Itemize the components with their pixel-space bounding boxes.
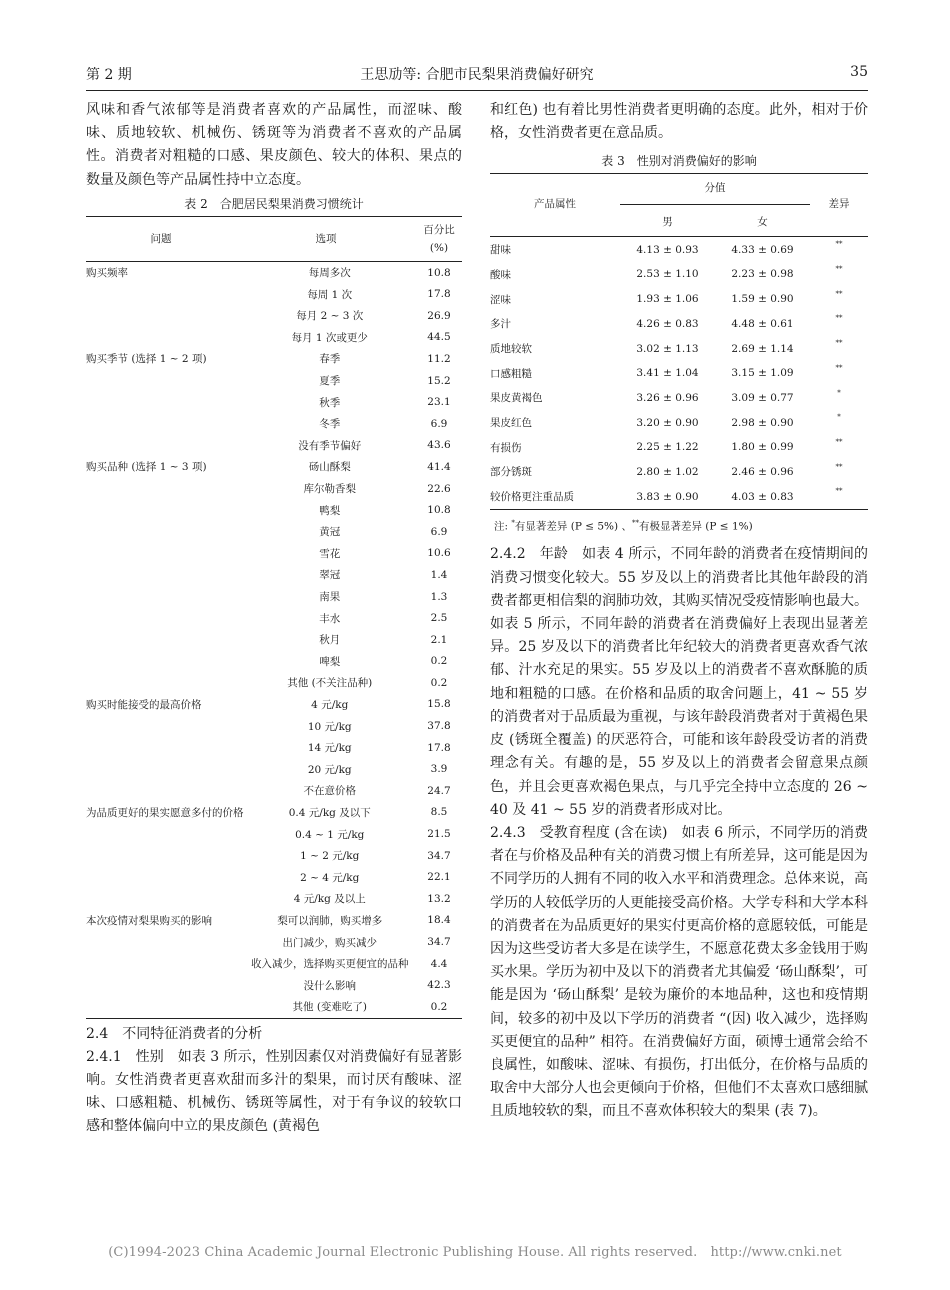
table2-cell-question: 为品质更好的果实愿意多付的价格 bbox=[86, 806, 244, 819]
table2-cell-percent: 13.2 bbox=[427, 892, 451, 905]
table3-cell-attribute: 甜味 bbox=[490, 244, 511, 257]
table3-cell-male: 4.26 ± 0.83 bbox=[636, 317, 699, 330]
table2-row bbox=[86, 931, 462, 953]
table3-note-text2: 有极显著差异 (P ≤ 1%) bbox=[638, 520, 753, 533]
table2-row bbox=[86, 499, 462, 521]
table2-cell-percent: 15.8 bbox=[427, 698, 451, 711]
table2-row bbox=[86, 305, 462, 327]
table2-cell-percent: 0.2 bbox=[430, 1000, 448, 1013]
table2-cell-percent: 43.6 bbox=[427, 439, 451, 452]
table2-row bbox=[86, 629, 462, 651]
table3-cell-female: 1.59 ± 0.90 bbox=[731, 293, 794, 306]
table2-cell-option: 鸭梨 bbox=[319, 504, 341, 517]
table2-cell-option: 出门减少，购买减少 bbox=[282, 936, 377, 949]
table2-cell-option: 收入减少，选择购买更便宜的品种 bbox=[251, 958, 409, 971]
table3-caption: 表 3 性别对消费偏好的影响 bbox=[601, 154, 757, 169]
table2-cell-option: 4 元/kg bbox=[311, 698, 349, 711]
table3-header-attribute: 产品属性 bbox=[534, 198, 576, 211]
table3-cell-male: 4.13 ± 0.93 bbox=[636, 243, 699, 256]
table3-cell-difference: ** bbox=[835, 363, 843, 372]
table2-cell-percent: 4.4 bbox=[430, 957, 448, 970]
section-2-4-3-paragraph bbox=[490, 822, 868, 1124]
table2-row bbox=[86, 327, 462, 349]
table2-cell-percent: 1.4 bbox=[430, 568, 448, 581]
table3-cell-male: 2.80 ± 1.02 bbox=[636, 465, 699, 478]
table2-cell-option: 黄冠 bbox=[319, 526, 341, 539]
table2-cell-question bbox=[86, 737, 244, 759]
table3-row bbox=[490, 410, 868, 435]
table2-cell-percent: 24.7 bbox=[427, 784, 451, 797]
table2-cell-option: 其他 (变难吃了) bbox=[292, 1001, 368, 1014]
table3-bottom-rule bbox=[490, 509, 868, 510]
table2-cell-question bbox=[86, 478, 244, 500]
table3-cell-female: 2.23 ± 0.98 bbox=[731, 268, 794, 281]
section-2-4-heading: 2.4 不同特征消费者的分析 bbox=[86, 1025, 263, 1042]
table3-row bbox=[490, 336, 868, 361]
table2-header bbox=[86, 217, 462, 261]
table3-cell-difference: ** bbox=[835, 339, 843, 348]
table3-cell-difference: ** bbox=[835, 487, 843, 496]
table3-cell-difference: ** bbox=[835, 314, 843, 323]
table2-row bbox=[86, 974, 462, 996]
table3-cell-attribute: 酸味 bbox=[490, 268, 511, 281]
table2-cell-question: 购买时能接受的最高价格 bbox=[86, 698, 202, 711]
table2-header-option: 选项 bbox=[315, 233, 337, 246]
table2-cell-percent: 0.2 bbox=[430, 655, 448, 668]
table3-row bbox=[490, 361, 868, 386]
table2-row bbox=[86, 845, 462, 867]
table2-cell-percent: 3.9 bbox=[430, 763, 448, 776]
table3-note-mark1: * bbox=[511, 518, 515, 527]
section-2-4-2-heading: 2.4.2 年龄 bbox=[490, 546, 569, 563]
table2-cell-question bbox=[86, 413, 244, 435]
table2-cell-option: 雪花 bbox=[319, 547, 341, 560]
table2-cell-question bbox=[86, 564, 244, 586]
table2-cell-percent: 34.7 bbox=[427, 936, 451, 949]
table2-cell-question bbox=[86, 823, 244, 845]
section-2-4-3-text: 如表 6 所示，不同学历的消费者在与价格及品种有关的消费习惯上有所差异，这可能是因为不同学历的人拥有不同的收入水平和消费理念。总体来说，高学历的人较低学历的人更能接受高价格。大学专科和大学本科的消费者在为品质更好的果实付更高价格的意愿较低，可能是因为这些受访者大多是在读学生，不愿意花费太多金钱用于购买水果。学历为初中及以下的消费者尤其偏爱 ‘砀山酥梨’，可能是因为 ‘砀山酥梨’ 是较为廉价的本地品种，这也和疫情期间，较多的初中及以下学历的消费者 “(因) 收入减少，选择购买更便宜的品种” 相符。在消费偏好方面，硕博士通常会给不良属性，如酸味、涩味、有损伤，打出低分，在价格与品质的取舍中大部分人也会更倾向于价格，但他们不太喜欢口感细腻且质地较软的梨，而且不喜欢体积较大的梨果 (表 7)。 bbox=[490, 824, 869, 1120]
table2-cell-question: 本次疫情对梨果购买的影响 bbox=[86, 914, 212, 927]
table2-cell-option: 20 元/kg bbox=[307, 763, 352, 776]
table2-cell-percent: 34.7 bbox=[427, 849, 451, 862]
table3-cell-attribute: 质地较软 bbox=[490, 343, 532, 355]
table3-cell-female: 1.80 ± 0.99 bbox=[731, 441, 794, 454]
table2-cell-percent: 17.8 bbox=[427, 288, 451, 301]
table3-row bbox=[490, 311, 868, 336]
table2-cell-option: 春季 bbox=[319, 353, 341, 366]
table2-cell-question bbox=[86, 996, 244, 1018]
table2-cell-question bbox=[86, 672, 244, 694]
table2-row bbox=[86, 413, 462, 435]
table2-cell-percent: 41.4 bbox=[427, 460, 451, 473]
table3-cell-difference: * bbox=[837, 413, 841, 422]
table3-cell-difference: ** bbox=[835, 289, 843, 298]
table2-row bbox=[86, 758, 462, 780]
table2-cell-option: 每月 2 ~ 3 次 bbox=[296, 310, 364, 323]
table2-cell-question bbox=[86, 370, 244, 392]
table2-row bbox=[86, 910, 462, 932]
table3-cell-female: 4.33 ± 0.69 bbox=[731, 243, 794, 256]
table3-header bbox=[490, 174, 868, 236]
table2-row bbox=[86, 953, 462, 975]
table2-cell-option: 冬季 bbox=[319, 418, 341, 431]
table2-row bbox=[86, 586, 462, 608]
table3-cell-female: 2.69 ± 1.14 bbox=[731, 342, 794, 355]
table2-row bbox=[86, 283, 462, 305]
table2-row bbox=[86, 866, 462, 888]
table2-row bbox=[86, 780, 462, 802]
table2-cell-question bbox=[86, 435, 244, 457]
section-2-4-3-heading: 2.4.3 受教育程度 (含在读) bbox=[490, 824, 668, 841]
table3-cell-difference: * bbox=[837, 388, 841, 397]
table2-cell-option: 秋季 bbox=[319, 396, 341, 409]
table2-cell-percent: 10.6 bbox=[427, 547, 451, 560]
table3-row bbox=[490, 435, 868, 460]
table2-cell-question bbox=[86, 629, 244, 651]
table3-cell-male: 3.26 ± 0.96 bbox=[636, 391, 699, 404]
table3-cell-male: 3.41 ± 1.04 bbox=[636, 367, 699, 380]
table2-cell-option: 梨可以润肺，购买增多 bbox=[277, 914, 383, 927]
left-column bbox=[86, 99, 462, 1139]
table2-header-question: 问题 bbox=[150, 233, 172, 246]
table3-row bbox=[490, 237, 868, 262]
page-number: 35 bbox=[850, 64, 868, 80]
table2-row bbox=[86, 607, 462, 629]
table2-cell-option: 没什么影响 bbox=[303, 979, 356, 992]
table2-cell-option: 0.4 元/kg 及以下 bbox=[288, 806, 371, 819]
table3-row bbox=[490, 460, 868, 485]
table2-header-percent bbox=[416, 221, 462, 257]
issue-number: 第 2 期 bbox=[86, 67, 132, 83]
table3-cell-female: 4.48 ± 0.61 bbox=[731, 317, 794, 330]
table2-cell-option: 砀山酥梨 bbox=[308, 461, 351, 474]
table2-row bbox=[86, 543, 462, 565]
table3-cell-female: 4.03 ± 0.83 bbox=[731, 490, 794, 503]
table2-cell-percent: 6.9 bbox=[430, 417, 448, 430]
table2-cell-percent: 21.5 bbox=[427, 828, 451, 841]
table3-cell-attribute: 果皮红色 bbox=[490, 417, 532, 430]
table2-caption: 表 2 合肥居民梨果消费习惯统计 bbox=[184, 196, 364, 211]
table3 bbox=[490, 237, 868, 509]
table2-cell-option: 丰水 bbox=[319, 612, 341, 625]
table3-cell-difference: ** bbox=[835, 265, 843, 274]
table2-cell-percent: 6.9 bbox=[430, 525, 448, 538]
table2-cell-question: 购买品种 (选择 1 ~ 3 项) bbox=[86, 461, 207, 474]
table3-cell-male: 3.83 ± 0.90 bbox=[636, 490, 699, 503]
table2-cell-question bbox=[86, 521, 244, 543]
table2-row bbox=[86, 370, 462, 392]
table3-row bbox=[490, 287, 868, 312]
header-rule bbox=[86, 90, 868, 91]
table2-row bbox=[86, 348, 462, 370]
table3-body bbox=[490, 237, 868, 509]
table2-header-percent-line2: (%) bbox=[429, 241, 449, 254]
table3-header-difference: 差异 bbox=[828, 198, 850, 211]
table2-cell-option: 14 元/kg bbox=[307, 742, 352, 755]
table2-cell-percent: 2.1 bbox=[430, 633, 448, 646]
table2-cell-option: 夏季 bbox=[319, 375, 341, 388]
table2-cell-option: 4 元/kg 及以上 bbox=[293, 893, 366, 906]
table2-cell-option: 啤梨 bbox=[319, 655, 341, 668]
table2-cell-option: 没有季节偏好 bbox=[298, 439, 362, 452]
table2-cell-question bbox=[86, 866, 244, 888]
table2-cell-option: 每月 1 次或更少 bbox=[291, 331, 368, 344]
table2-cell-question bbox=[86, 715, 244, 737]
table2-cell-option: 2 ~ 4 元/kg bbox=[300, 871, 360, 884]
table2-cell-question bbox=[86, 327, 244, 349]
table2-cell-option: 每周多次 bbox=[308, 267, 351, 280]
right-column bbox=[490, 99, 868, 1124]
table3-cell-attribute: 涩味 bbox=[490, 293, 511, 306]
table2-cell-percent: 10.8 bbox=[427, 504, 451, 517]
table2-body bbox=[86, 262, 462, 1018]
table2-row bbox=[86, 478, 462, 500]
table3-cell-difference: ** bbox=[835, 240, 843, 249]
table3-header-female: 女 bbox=[757, 216, 768, 229]
table2-cell-question bbox=[86, 283, 244, 305]
table2-cell-percent: 23.1 bbox=[427, 396, 451, 409]
table2-row bbox=[86, 521, 462, 543]
table2-row bbox=[86, 435, 462, 457]
table3-cell-attribute: 多汁 bbox=[490, 318, 511, 331]
table2-cell-question bbox=[86, 845, 244, 867]
table3-header-male: 男 bbox=[662, 216, 673, 229]
table2-cell-percent: 22.6 bbox=[427, 482, 451, 495]
table3-note-prefix: 注: bbox=[494, 520, 509, 533]
page-header bbox=[86, 64, 868, 86]
table2-row bbox=[86, 996, 462, 1018]
table2-cell-percent: 8.5 bbox=[430, 806, 448, 819]
table2-cell-question bbox=[86, 758, 244, 780]
table2-cell-percent: 18.4 bbox=[427, 914, 451, 927]
table3-note-text1: 有显著差异 (P ≤ 5%) 、 bbox=[514, 520, 632, 533]
table2-cell-percent: 0.2 bbox=[430, 676, 448, 689]
table2-cell-option: 库尔勒香梨 bbox=[303, 483, 356, 496]
table3-cell-male: 2.53 ± 1.10 bbox=[636, 268, 699, 281]
table2-cell-percent: 37.8 bbox=[427, 720, 451, 733]
left-intro-paragraph: 风味和香气浓郁等是消费者喜欢的产品属性，而涩味、酸味、质地较软、机械伤、锈斑等为消费者不喜欢的产品属性。消费者对粗糙的口感、果皮颜色、较大的体积、果点的数量及颜色等产品属性持中立态度。 bbox=[86, 102, 462, 188]
table3-cell-attribute: 有损伤 bbox=[490, 441, 522, 454]
table2-row bbox=[86, 737, 462, 759]
table2-cell-percent: 2.5 bbox=[430, 612, 448, 625]
table2-cell-option: 10 元/kg bbox=[307, 720, 352, 733]
table3-cell-attribute: 部分锈斑 bbox=[490, 466, 532, 479]
table2-cell-percent: 44.5 bbox=[427, 331, 451, 344]
table2-cell-question bbox=[86, 888, 244, 910]
table2-cell-question bbox=[86, 391, 244, 413]
table3-cell-difference: ** bbox=[835, 437, 843, 446]
table2-cell-option: 1 ~ 2 元/kg bbox=[300, 850, 360, 863]
table3-note bbox=[490, 512, 868, 538]
table2-row bbox=[86, 651, 462, 673]
table2-cell-percent: 1.3 bbox=[430, 590, 448, 603]
table3-header-score: 分值 bbox=[704, 182, 726, 195]
table3-cell-female: 2.98 ± 0.90 bbox=[731, 416, 794, 429]
table2-cell-question bbox=[86, 651, 244, 673]
right-intro-paragraph: 和红色) 也有着比男性消费者更明确的态度。此外，相对于价格，女性消费者更在意品质。 bbox=[490, 102, 868, 142]
table2-row bbox=[86, 564, 462, 586]
table3-score-subrule bbox=[620, 204, 810, 205]
table2-cell-question bbox=[86, 607, 244, 629]
table2-cell-option: 秋月 bbox=[319, 634, 341, 647]
table2-cell-question bbox=[86, 586, 244, 608]
table2-cell-percent: 11.2 bbox=[427, 352, 451, 365]
table2-cell-question bbox=[86, 305, 244, 327]
table2-row bbox=[86, 391, 462, 413]
table3-cell-male: 2.25 ± 1.22 bbox=[636, 441, 699, 454]
table2-header-percent-line1: 百分比 bbox=[423, 223, 455, 236]
table3-cell-male: 3.02 ± 1.13 bbox=[636, 342, 699, 355]
table3-cell-female: 3.15 ± 1.09 bbox=[731, 367, 794, 380]
table2-cell-percent: 15.2 bbox=[427, 374, 451, 387]
section-2-4-1-paragraph bbox=[86, 1046, 462, 1139]
table2-row bbox=[86, 802, 462, 824]
table2-row bbox=[86, 888, 462, 910]
table2 bbox=[86, 262, 462, 1018]
table2-cell-percent: 17.8 bbox=[427, 741, 451, 754]
table2-cell-percent: 10.8 bbox=[427, 266, 451, 279]
table2-cell-option: 其他 (不关注品种) bbox=[287, 677, 373, 690]
table2-cell-option: 0.4 ~ 1 元/kg bbox=[295, 828, 365, 841]
table2-row bbox=[86, 694, 462, 716]
table3-row bbox=[490, 484, 868, 509]
table2-cell-question bbox=[86, 953, 244, 975]
table2-row bbox=[86, 715, 462, 737]
table2-cell-option: 南果 bbox=[319, 591, 341, 604]
table3-cell-difference: ** bbox=[835, 462, 843, 471]
table2-row bbox=[86, 456, 462, 478]
table2-cell-option: 每周 1 次 bbox=[307, 288, 353, 301]
table2-cell-percent: 26.9 bbox=[427, 309, 451, 322]
table3-cell-male: 3.20 ± 0.90 bbox=[636, 416, 699, 429]
table3-cell-attribute: 果皮黄褐色 bbox=[490, 392, 543, 405]
table3-cell-attribute: 较价格更注重品质 bbox=[490, 491, 574, 504]
copyright-footer: (C)1994-2023 China Academic Journal Electronic Publishing House. All rights reserved. http://www.cnki.net bbox=[108, 1245, 842, 1260]
table3-cell-female: 2.46 ± 0.96 bbox=[731, 465, 794, 478]
table2-cell-percent: 42.3 bbox=[427, 979, 451, 992]
running-title: 王思劢等: 合肥市民梨果消费偏好研究 bbox=[360, 67, 594, 83]
section-2-4-2-text: 如表 4 所示，不同年龄的消费者在疫情期间的消费习惯变化较大。55 岁及以上的消费者比其他年龄段的消费者都更相信梨的润肺功效，其购买情况受疫情影响也最大。如表 5 所示，不同年龄的消费者在消费偏好上表现出显著差异。25 岁及以下的消费者比年纪较大的消费者更喜欢香气浓郁、汁水充足的果实。55 岁及以上的消费者不喜欢酥脆的质地和粗糙的口感。在价格和品质的取舍问题上，41 ~ 55 岁的消费者对于品质最为重视，与该年龄段消费者对于黄褐色果皮 (锈斑全覆盖) 的厌恶符合，可能和该年龄段受访者的消费理念有关。有趣的是，55 岁及以上的消费者会留意果点颜色，并且会更喜欢褐色果点，与几乎完全持中立态度的 26 ~ 40 及 41 ~ 55 岁的消费者形成对比。 bbox=[490, 546, 869, 818]
table2-cell-percent: 22.1 bbox=[427, 871, 451, 884]
table3-cell-male: 1.93 ± 1.06 bbox=[636, 293, 699, 306]
table2-row bbox=[86, 672, 462, 694]
section-2-4-2-paragraph bbox=[490, 543, 868, 821]
table2-cell-question: 购买频率 bbox=[86, 267, 128, 280]
section-2-4-1-text: 如表 3 所示，性别因素仅对消费偏好有显著影响。女性消费者更喜欢甜而多汁的梨果，而讨厌有酸味、涩味、口感粗糙、机械伤、锈斑等属性，对于有争议的较软口感和整体偏向中立的果皮颜色 (黄褐色 bbox=[86, 1048, 463, 1135]
table2-row bbox=[86, 262, 462, 284]
table3-cell-female: 3.09 ± 0.77 bbox=[731, 391, 794, 404]
table2-cell-question bbox=[86, 931, 244, 953]
table2-cell-question bbox=[86, 543, 244, 565]
table2-cell-question bbox=[86, 780, 244, 802]
table3-note-mark2: ** bbox=[631, 518, 639, 527]
section-2-4-1-heading: 2.4.1 性别 bbox=[86, 1048, 164, 1065]
table3-row bbox=[490, 262, 868, 287]
table2-cell-question bbox=[86, 499, 244, 521]
table2-cell-option: 不在意价格 bbox=[303, 785, 356, 798]
table2-cell-option: 翠冠 bbox=[319, 569, 341, 582]
table2-cell-question bbox=[86, 974, 244, 996]
table3-cell-attribute: 口感粗糙 bbox=[490, 367, 532, 380]
table2-row bbox=[86, 823, 462, 845]
table3-row bbox=[490, 386, 868, 411]
table2-cell-question: 购买季节 (选择 1 ~ 2 项) bbox=[86, 353, 207, 366]
